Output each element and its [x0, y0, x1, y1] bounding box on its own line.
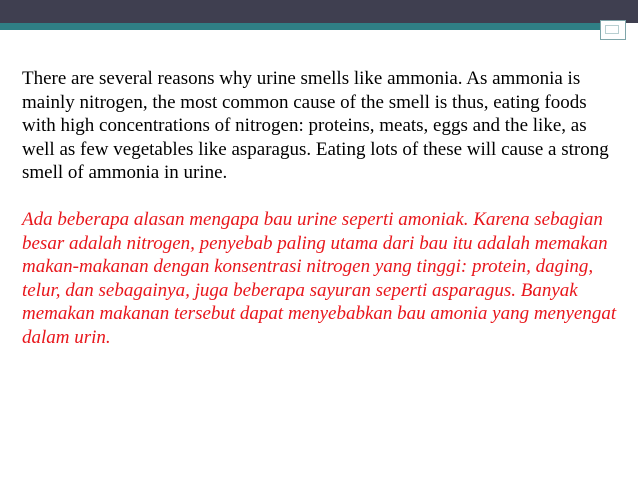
corner-decoration-icon [600, 20, 626, 40]
slide-body [22, 67, 622, 350]
header-bar [0, 0, 638, 23]
header-accent-band [0, 23, 620, 30]
indonesian-paragraph: Ada beberapa alasan mengapa bau urine seperti amoniak. Karena sebagian besar adalah nitrogen, penyebab paling utama dari bau itu adalah memakan makan-makanan dengan konsentrasi nitrogen yang tinggi: protein, daging, telur, dan sebagainya, juga beberapa sayuran seperti asparagus. Banyak memakan makanan tersebut dapat menyebabkan bau amonia yang menyengat dalam urin. [22, 208, 617, 348]
english-paragraph: There are several reasons why urine smells like ammonia. As ammonia is mainly nitrogen, the most common cause of the smell is thus, eating foods with high concentrations of nitrogen: proteins, meats, eggs and the like, as well as few vegetables like asparagus. Eating lots of these will cause a strong smell of ammonia in urine. [22, 68, 609, 184]
